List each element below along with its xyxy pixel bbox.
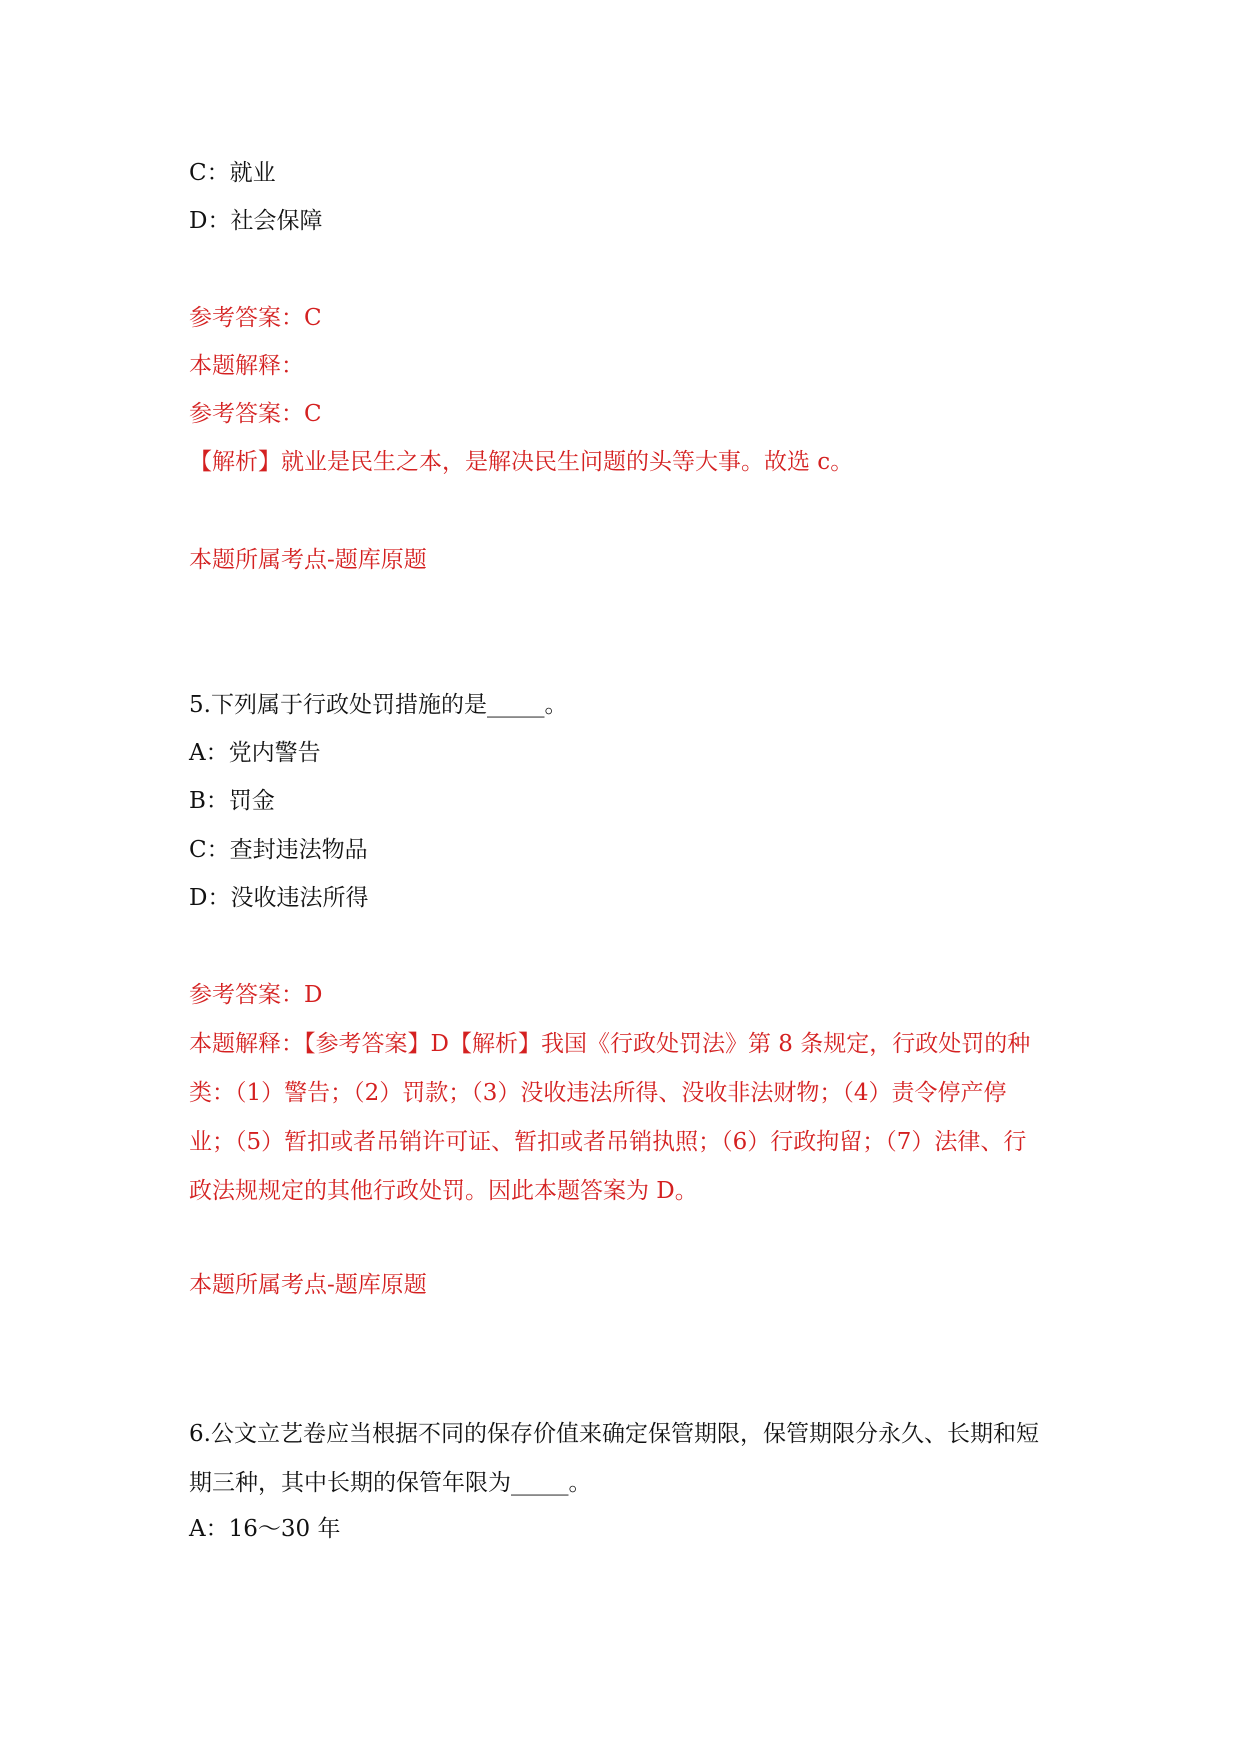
question-5-explanation: 本题解释：【参考答案】D【解析】我国《行政处罚法》第 8 条规定，行政处罚的种类：（1）警告；（2）罚款；（3）没收违法所得、没收非法财物；（4）责令停产停业；（5）暂扣或者吊销许可证、暂扣或者吊销执照；（6）行政拘留；（7）法律、行政法规规定的其他行政处罚。因此本题答案为 D。 [189,1031,1031,1204]
question-6-stem: 6.公文立艺卷应当根据不同的保存价值来确定保管期限，保管期限分永久、长期和短期三种，其中长期的保管年限为_____。 [189,1421,1039,1496]
question-5-option-c: C：查封违法物品 [189,837,368,863]
question-5-source: 本题所属考点-题库原题 [189,1272,427,1298]
option-c: C：就业 [189,160,276,186]
question-6-option-a: A：16～30 年 [189,1516,341,1542]
question-5-option-d: D：没收违法所得 [189,885,369,911]
explanation-label: 本题解释： [189,353,304,379]
option-d: D：社会保障 [189,208,323,234]
question-5-option-a: A：党内警告 [189,740,321,766]
question-5-answer: 参考答案：D [189,982,323,1008]
question-source: 本题所属考点-题库原题 [189,547,427,573]
reference-answer: 参考答案：C [189,305,322,331]
question-5-option-b: B：罚金 [189,788,275,814]
question-5-stem: 5.下列属于行政处罚措施的是_____。 [189,692,568,718]
reference-answer-repeat: 参考答案：C [189,401,322,427]
analysis-text: 【解析】就业是民生之本，是解决民生问题的头等大事。故选 c。 [189,449,854,475]
